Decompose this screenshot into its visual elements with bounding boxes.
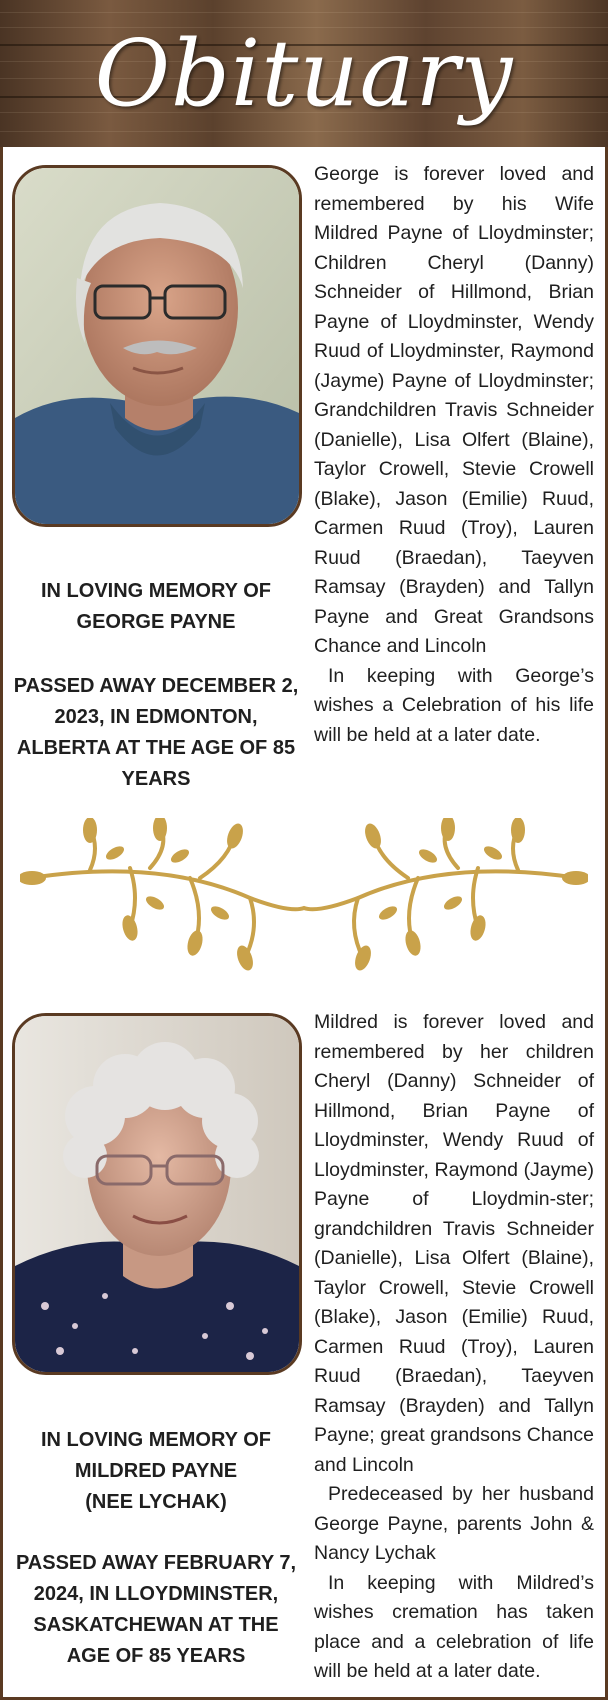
george-passed-line3: ALBERTA AT THE AGE OF 85: [16, 737, 296, 759]
mildred-paragraph-2: Predeceased by her husband George Payne, parents John & Nancy Lychak: [314, 1483, 594, 1564]
george-memory-block: [8, 576, 304, 795]
george-photo-image: [15, 168, 299, 524]
mildred-memory-line2: MILDRED PAYNE: [74, 1460, 238, 1482]
mildred-photo-image: [15, 1016, 299, 1372]
header-banner: [0, 0, 608, 147]
mildred-memory-block: [8, 1425, 304, 1672]
george-obituary-text: [314, 160, 594, 750]
george-paragraph-1: George is forever loved and remembered by his Wife Mildred Payne of Lloydminster; Children Cheryl (Danny) Schneider of Hillmond, Brian Payne of Lloydminster, Wendy Ruud of Lloydminster, Raymond (Jayme) Payne of Lloydminster; Grandchildren Travis Schneider (Danielle), Lisa Olfert (Blaine), Taylor Crowell, Stevie Crowell (Blake), Jason (Emilie) Ruud, Carmen Ruud (Troy), Lauren Ruud (Braedan), Taeyven Ramsay (Brayden) and Tallyn Payne and Great Grandsons Chance and Lincoln: [314, 163, 594, 657]
george-passed-line4: YEARS: [121, 768, 191, 790]
george-memory-line1: IN LOVING MEMORY OF: [40, 580, 271, 602]
george-passed-line2: 2023, IN EDMONTON,: [54, 706, 258, 728]
mildred-memory-line1: IN LOVING MEMORY OF: [40, 1429, 271, 1451]
george-portrait: [12, 165, 302, 527]
mildred-obituary-text: [314, 1008, 594, 1687]
gold-leaf-divider-icon: [20, 818, 588, 973]
mildred-portrait: [12, 1013, 302, 1375]
mildred-paragraph-3: In keeping with Mildred’s wishes cremation has taken place and a celebration of life will be held at a later date.: [314, 1571, 594, 1682]
mildred-paragraph-1: Mildred is forever loved and remembered by her children Cheryl (Danny) Schneider of Hillmond, Brian Payne of Lloydminster, Wendy Ruud of Lloydminster, Raymond (Jayme) Payne of Lloydmin-ster; grandchildren Travis Schneider (Danielle), Lisa Olfert (Blaine), Taylor Crowell, Stevie Crowell (Blake), Jason (Emilie) Ruud, Carmen Ruud (Troy), Lauren Ruud (Braedan), Taeyven Ramsay (Brayden) and Tallyn Payne; great grandsons Chance and Lincoln: [314, 1011, 594, 1476]
mildred-passed-line3: SASKATCHEWAN AT THE: [33, 1614, 279, 1636]
george-memory-line2: GEORGE PAYNE: [76, 611, 236, 633]
mildred-passed-line2: 2024, IN LLOYDMINSTER,: [33, 1583, 279, 1605]
page-title: Obituary: [94, 20, 514, 127]
mildred-memory-line3: (NEE LYCHAK): [85, 1491, 227, 1513]
george-passed-line1: PASSED AWAY DECEMBER 2,: [13, 675, 299, 697]
mildred-passed-line1: PASSED AWAY FEBRUARY 7,: [15, 1552, 297, 1574]
george-paragraph-2: In keeping with George’s wishes a Celebration of his life will be held at a later date.: [314, 664, 594, 746]
mildred-passed-line4: AGE OF 85 YEARS: [66, 1645, 246, 1667]
